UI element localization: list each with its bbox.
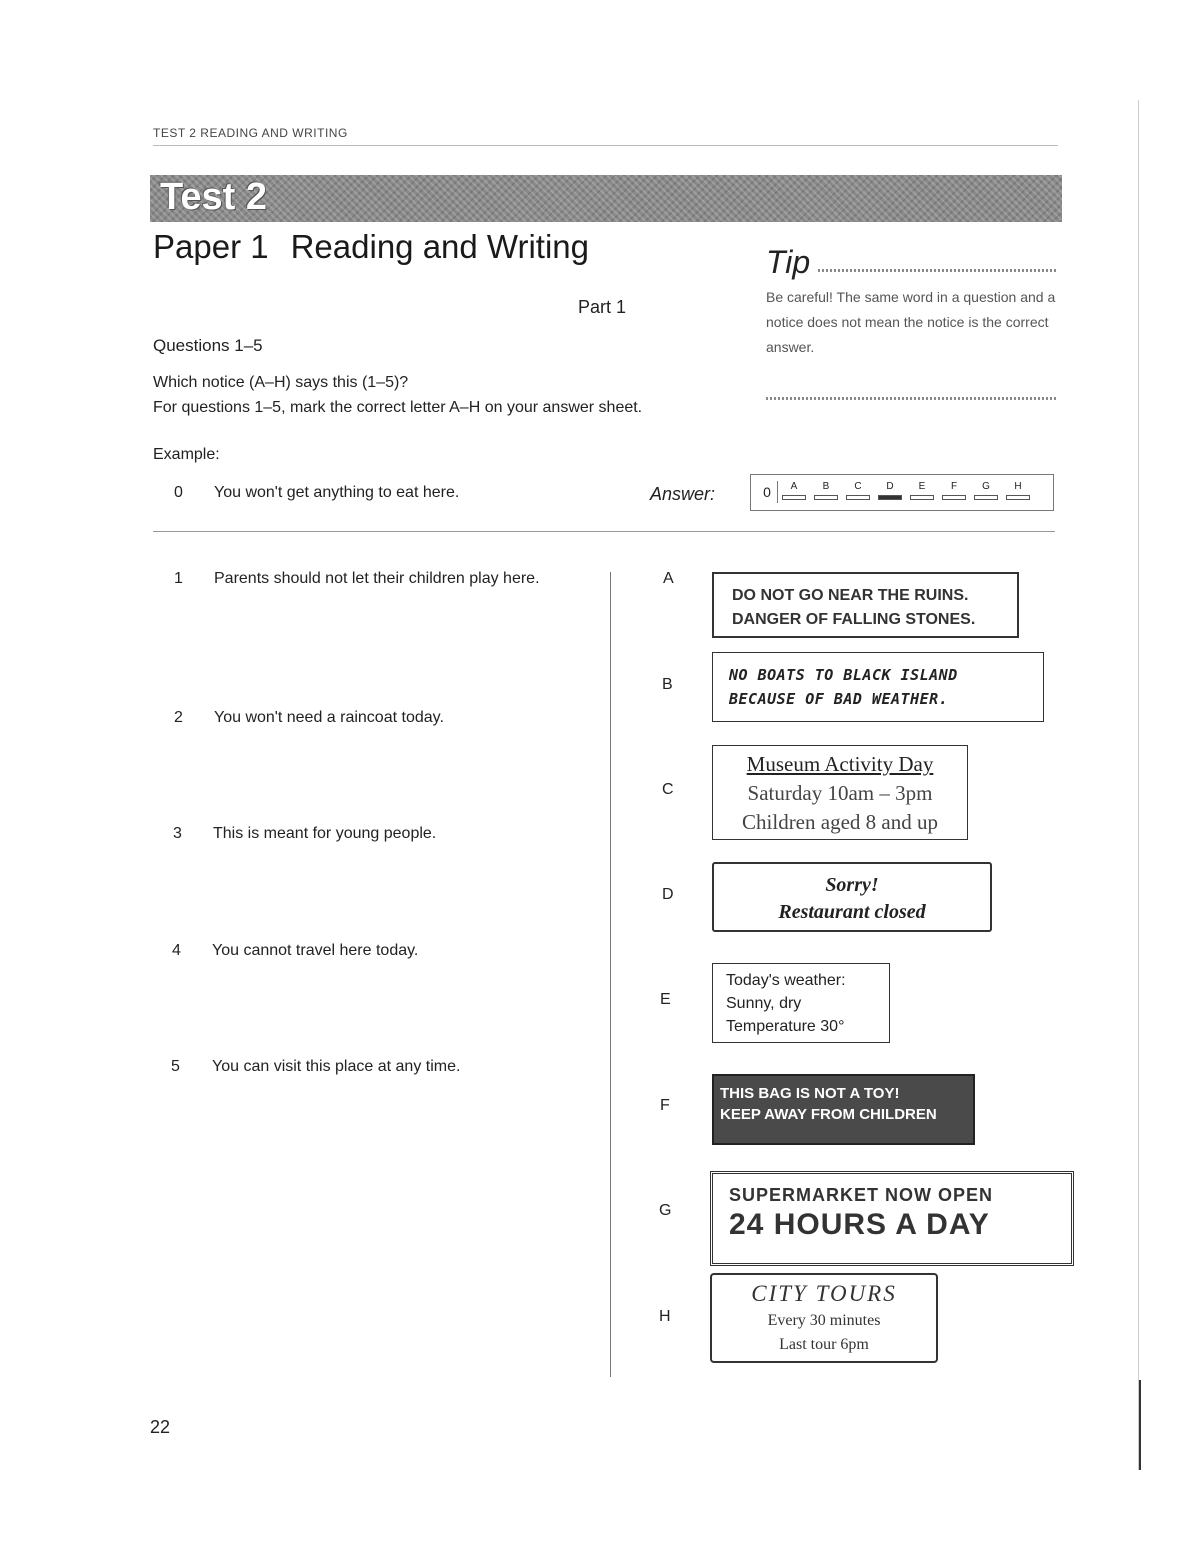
part-label: Part 1 bbox=[578, 297, 627, 317]
notice-letter: C bbox=[662, 781, 674, 798]
answer-option-letter: F bbox=[950, 481, 958, 492]
notice-line: CITY TOURS bbox=[751, 1281, 897, 1306]
question-text: You can visit this place at any time. bbox=[212, 1058, 461, 1075]
notice-line: Sorry! bbox=[825, 874, 879, 896]
notice-line: Last tour 6pm bbox=[779, 1336, 869, 1353]
notice-line: Children aged 8 and up bbox=[742, 810, 938, 834]
notice-line: Temperature 30° bbox=[726, 1018, 845, 1035]
example-number: 0 bbox=[174, 484, 183, 501]
instruction-line: For questions 1–5, mark the correct letter A–H on your answer sheet. bbox=[153, 399, 643, 416]
answer-option-letter: H bbox=[1014, 481, 1022, 492]
column-divider bbox=[610, 572, 611, 1377]
question-number: 1 bbox=[174, 570, 183, 587]
notice-line: KEEP AWAY FROM CHILDREN bbox=[720, 1106, 937, 1123]
notice-letter: E bbox=[660, 991, 671, 1008]
notice-b bbox=[712, 652, 1044, 722]
notice-line: Restaurant closed bbox=[778, 901, 926, 923]
notice-f bbox=[712, 1074, 975, 1145]
notice-line: THIS BAG IS NOT A TOY! bbox=[720, 1085, 900, 1102]
notice-line: Today's weather: bbox=[726, 972, 846, 989]
answer-label: Answer: bbox=[650, 484, 716, 504]
tip-divider bbox=[818, 269, 1058, 272]
answer-option-e bbox=[909, 481, 935, 500]
answer-option-d bbox=[877, 481, 903, 500]
notice-c bbox=[712, 745, 968, 840]
page-edge bbox=[1139, 1380, 1141, 1470]
answer-option-a bbox=[781, 481, 807, 500]
answer-sheet-example bbox=[750, 474, 1054, 511]
notice-e bbox=[712, 963, 890, 1043]
example-divider bbox=[153, 531, 1055, 532]
paper-title bbox=[153, 228, 589, 266]
answer-option-letter: C bbox=[854, 481, 862, 492]
notice-line: SUPERMARKET NOW OPEN bbox=[729, 1185, 994, 1205]
notice-letter: B bbox=[662, 676, 673, 693]
answer-option-letter: A bbox=[790, 481, 798, 492]
notice-letter: G bbox=[659, 1202, 672, 1219]
tip-divider bbox=[766, 397, 1058, 400]
notice-a bbox=[712, 572, 1019, 638]
notice-letter: F bbox=[660, 1097, 670, 1114]
test-banner bbox=[150, 175, 1062, 222]
instruction-line: Which notice (A–H) says this (1–5)? bbox=[153, 374, 409, 391]
notice-letter: A bbox=[663, 570, 674, 587]
question-number: 2 bbox=[174, 709, 183, 726]
notice-letter: H bbox=[659, 1308, 671, 1325]
question-number: 3 bbox=[173, 825, 182, 842]
notice-line: DANGER OF FALLING STONES. bbox=[732, 611, 976, 628]
answer-option-g bbox=[973, 481, 999, 500]
notice-line: Sunny, dry bbox=[726, 995, 802, 1012]
question-number: 4 bbox=[172, 942, 181, 959]
answer-option-letter: B bbox=[822, 481, 830, 492]
notice-line: BECAUSE OF BAD WEATHER. bbox=[729, 690, 949, 708]
question-text: You cannot travel here today. bbox=[212, 942, 419, 959]
tip-title: Tip bbox=[766, 244, 811, 280]
notice-letter: D bbox=[662, 886, 674, 903]
notice-line: DO NOT GO NEAR THE RUINS. bbox=[732, 587, 969, 604]
page-number: 22 bbox=[150, 1417, 171, 1437]
answer-option-c bbox=[845, 481, 871, 500]
notice-line: Saturday 10am – 3pm bbox=[747, 781, 933, 805]
answer-option-h bbox=[1005, 481, 1031, 500]
notice-h bbox=[710, 1273, 938, 1363]
notice-g bbox=[710, 1171, 1074, 1266]
question-number: 5 bbox=[171, 1058, 180, 1075]
question-text: You won't need a raincoat today. bbox=[214, 709, 444, 726]
question-text: This is meant for young people. bbox=[213, 825, 437, 842]
answer-row-number: 0 bbox=[757, 481, 778, 503]
paper-name: Reading and Writing bbox=[290, 228, 589, 265]
test-title: Test 2 bbox=[160, 176, 268, 218]
example-text: You won't get anything to eat here. bbox=[214, 484, 460, 501]
notice-line: 24 HOURS A DAY bbox=[729, 1208, 990, 1241]
answer-option-b bbox=[813, 481, 839, 500]
example-label: Example: bbox=[153, 446, 220, 463]
notice-line: NO BOATS TO BLACK ISLAND bbox=[729, 666, 958, 684]
question-text: Parents should not let their children play here. bbox=[214, 570, 540, 587]
answer-option-letter: D bbox=[886, 481, 894, 492]
page-edge bbox=[1138, 100, 1139, 1470]
notice-line: Museum Activity Day bbox=[746, 752, 934, 776]
answer-option-letter: E bbox=[918, 481, 926, 492]
questions-label: Questions 1–5 bbox=[153, 336, 263, 355]
answer-option-letter: G bbox=[982, 481, 990, 492]
tip-text: Be careful! The same word in a question and a notice does not mean the notice is the correct answer. bbox=[766, 289, 1056, 355]
notice-line: Every 30 minutes bbox=[767, 1312, 881, 1329]
paper-number: Paper 1 bbox=[153, 228, 269, 265]
answer-option-f bbox=[941, 481, 967, 500]
notice-d bbox=[712, 862, 992, 932]
running-header: TEST 2 READING AND WRITING bbox=[153, 126, 348, 140]
answer-mark-selected bbox=[878, 495, 902, 500]
header-rule bbox=[153, 145, 1058, 146]
